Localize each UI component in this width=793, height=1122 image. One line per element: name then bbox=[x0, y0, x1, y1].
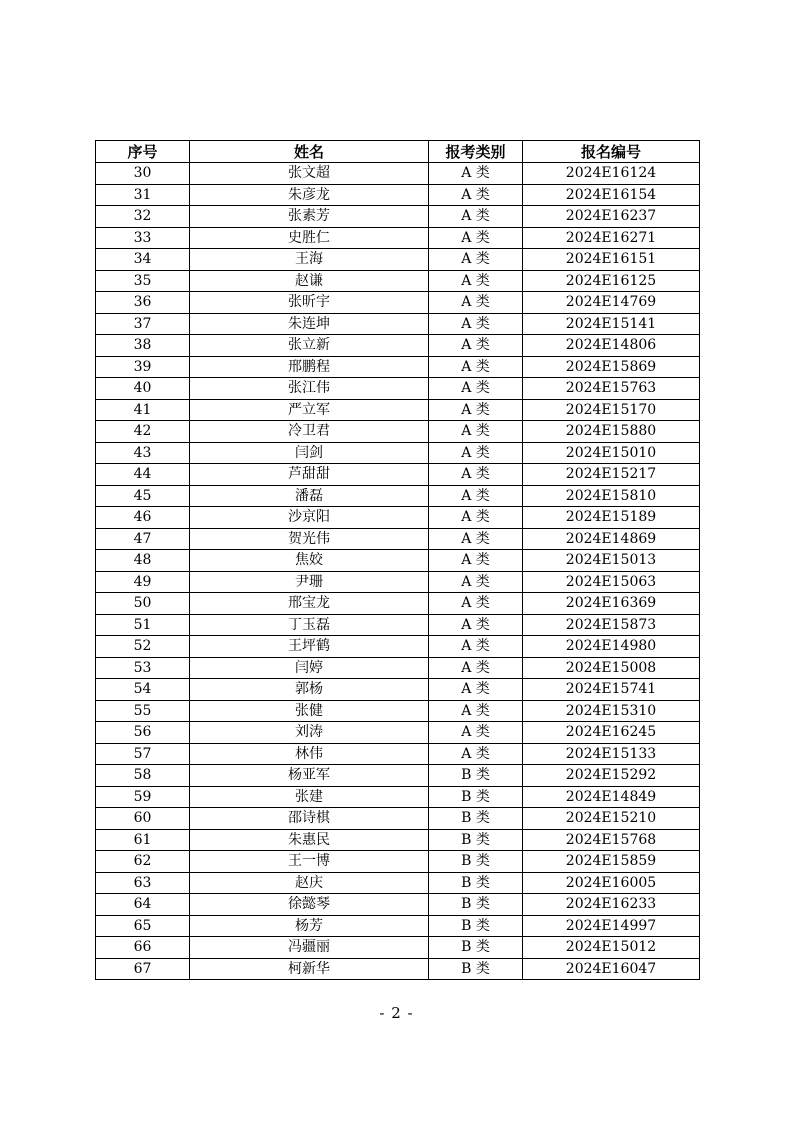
cell-registration-no: 2024E15292 bbox=[523, 765, 700, 787]
header-category: 报考类别 bbox=[429, 141, 523, 163]
cell-name: 杨芳 bbox=[190, 915, 429, 937]
table-row bbox=[96, 249, 700, 271]
cell-registration-no: 2024E16124 bbox=[523, 163, 700, 185]
cell-index: 54 bbox=[96, 679, 190, 701]
cell-name: 张文超 bbox=[190, 163, 429, 185]
cell-registration-no: 2024E15310 bbox=[523, 700, 700, 722]
cell-category: B 类 bbox=[429, 894, 523, 916]
cell-category: B 类 bbox=[429, 851, 523, 873]
cell-name: 朱惠民 bbox=[190, 829, 429, 851]
cell-category: B 类 bbox=[429, 829, 523, 851]
table-row bbox=[96, 593, 700, 615]
cell-index: 65 bbox=[96, 915, 190, 937]
table-body bbox=[96, 163, 700, 980]
cell-category: A 类 bbox=[429, 507, 523, 529]
cell-index: 61 bbox=[96, 829, 190, 851]
table-row bbox=[96, 808, 700, 830]
table-row bbox=[96, 958, 700, 980]
cell-name: 张立新 bbox=[190, 335, 429, 357]
cell-index: 38 bbox=[96, 335, 190, 357]
cell-category: A 类 bbox=[429, 378, 523, 400]
cell-category: B 类 bbox=[429, 872, 523, 894]
table-row bbox=[96, 335, 700, 357]
cell-name: 闫剑 bbox=[190, 442, 429, 464]
cell-registration-no: 2024E14849 bbox=[523, 786, 700, 808]
cell-category: A 类 bbox=[429, 421, 523, 443]
cell-category: B 类 bbox=[429, 958, 523, 980]
cell-registration-no: 2024E16154 bbox=[523, 184, 700, 206]
cell-registration-no: 2024E16245 bbox=[523, 722, 700, 744]
cell-category: A 类 bbox=[429, 528, 523, 550]
table-row bbox=[96, 786, 700, 808]
cell-registration-no: 2024E15873 bbox=[523, 614, 700, 636]
cell-registration-no: 2024E15133 bbox=[523, 743, 700, 765]
table-row bbox=[96, 292, 700, 314]
cell-name: 刘涛 bbox=[190, 722, 429, 744]
table-row bbox=[96, 270, 700, 292]
cell-name: 尹珊 bbox=[190, 571, 429, 593]
cell-registration-no: 2024E16151 bbox=[523, 249, 700, 271]
cell-registration-no: 2024E14769 bbox=[523, 292, 700, 314]
table-row bbox=[96, 765, 700, 787]
cell-index: 51 bbox=[96, 614, 190, 636]
cell-name: 柯新华 bbox=[190, 958, 429, 980]
table-row bbox=[96, 163, 700, 185]
table-row bbox=[96, 184, 700, 206]
cell-category: A 类 bbox=[429, 399, 523, 421]
cell-registration-no: 2024E16125 bbox=[523, 270, 700, 292]
table-row bbox=[96, 442, 700, 464]
cell-registration-no: 2024E15189 bbox=[523, 507, 700, 529]
cell-category: B 类 bbox=[429, 937, 523, 959]
table-row bbox=[96, 485, 700, 507]
cell-name: 王坪鹤 bbox=[190, 636, 429, 658]
cell-category: A 类 bbox=[429, 636, 523, 658]
table-row bbox=[96, 550, 700, 572]
table-row bbox=[96, 399, 700, 421]
cell-index: 49 bbox=[96, 571, 190, 593]
cell-registration-no: 2024E15763 bbox=[523, 378, 700, 400]
cell-name: 邵诗棋 bbox=[190, 808, 429, 830]
cell-registration-no: 2024E14980 bbox=[523, 636, 700, 658]
cell-category: A 类 bbox=[429, 313, 523, 335]
cell-registration-no: 2024E15010 bbox=[523, 442, 700, 464]
cell-index: 34 bbox=[96, 249, 190, 271]
cell-index: 60 bbox=[96, 808, 190, 830]
cell-index: 47 bbox=[96, 528, 190, 550]
cell-category: A 类 bbox=[429, 464, 523, 486]
cell-category: A 类 bbox=[429, 249, 523, 271]
cell-registration-no: 2024E15013 bbox=[523, 550, 700, 572]
cell-index: 46 bbox=[96, 507, 190, 529]
cell-category: A 类 bbox=[429, 485, 523, 507]
cell-name: 张素芳 bbox=[190, 206, 429, 228]
cell-index: 62 bbox=[96, 851, 190, 873]
table-row bbox=[96, 528, 700, 550]
page-number: - 2 - bbox=[379, 1004, 414, 1022]
cell-index: 45 bbox=[96, 485, 190, 507]
cell-name: 杨亚军 bbox=[190, 765, 429, 787]
cell-category: A 类 bbox=[429, 550, 523, 572]
header-registration-no: 报名编号 bbox=[523, 141, 700, 163]
cell-category: A 类 bbox=[429, 270, 523, 292]
cell-registration-no: 2024E14806 bbox=[523, 335, 700, 357]
cell-registration-no: 2024E16233 bbox=[523, 894, 700, 916]
table-row bbox=[96, 421, 700, 443]
table-row bbox=[96, 614, 700, 636]
cell-index: 52 bbox=[96, 636, 190, 658]
cell-name: 严立军 bbox=[190, 399, 429, 421]
table-row bbox=[96, 657, 700, 679]
table-row bbox=[96, 894, 700, 916]
cell-name: 焦姣 bbox=[190, 550, 429, 572]
cell-name: 丁玉磊 bbox=[190, 614, 429, 636]
cell-name: 郭杨 bbox=[190, 679, 429, 701]
table-row bbox=[96, 206, 700, 228]
cell-category: A 类 bbox=[429, 593, 523, 615]
cell-category: A 类 bbox=[429, 614, 523, 636]
table-row bbox=[96, 227, 700, 249]
cell-index: 40 bbox=[96, 378, 190, 400]
cell-name: 朱彦龙 bbox=[190, 184, 429, 206]
cell-name: 冷卫君 bbox=[190, 421, 429, 443]
cell-name: 沙京阳 bbox=[190, 507, 429, 529]
table-row bbox=[96, 743, 700, 765]
cell-index: 50 bbox=[96, 593, 190, 615]
table-row bbox=[96, 915, 700, 937]
table-row bbox=[96, 313, 700, 335]
cell-index: 66 bbox=[96, 937, 190, 959]
cell-index: 41 bbox=[96, 399, 190, 421]
cell-index: 35 bbox=[96, 270, 190, 292]
cell-index: 39 bbox=[96, 356, 190, 378]
cell-category: A 类 bbox=[429, 679, 523, 701]
cell-registration-no: 2024E14869 bbox=[523, 528, 700, 550]
cell-registration-no: 2024E15880 bbox=[523, 421, 700, 443]
cell-registration-no: 2024E15170 bbox=[523, 399, 700, 421]
table-row bbox=[96, 378, 700, 400]
cell-name: 邢宝龙 bbox=[190, 593, 429, 615]
cell-registration-no: 2024E16237 bbox=[523, 206, 700, 228]
cell-name: 张健 bbox=[190, 700, 429, 722]
cell-registration-no: 2024E15859 bbox=[523, 851, 700, 873]
cell-category: A 类 bbox=[429, 442, 523, 464]
candidate-table bbox=[95, 140, 700, 980]
cell-registration-no: 2024E15869 bbox=[523, 356, 700, 378]
cell-name: 张昕宇 bbox=[190, 292, 429, 314]
header-index: 序号 bbox=[96, 141, 190, 163]
table-row bbox=[96, 464, 700, 486]
cell-registration-no: 2024E15012 bbox=[523, 937, 700, 959]
table-row bbox=[96, 700, 700, 722]
cell-name: 张建 bbox=[190, 786, 429, 808]
cell-name: 贺光伟 bbox=[190, 528, 429, 550]
cell-registration-no: 2024E16369 bbox=[523, 593, 700, 615]
cell-registration-no: 2024E15768 bbox=[523, 829, 700, 851]
cell-index: 33 bbox=[96, 227, 190, 249]
cell-name: 潘磊 bbox=[190, 485, 429, 507]
cell-name: 张江伟 bbox=[190, 378, 429, 400]
cell-index: 56 bbox=[96, 722, 190, 744]
table-row bbox=[96, 872, 700, 894]
cell-name: 冯疆丽 bbox=[190, 937, 429, 959]
cell-category: A 类 bbox=[429, 657, 523, 679]
cell-index: 43 bbox=[96, 442, 190, 464]
cell-name: 史胜仁 bbox=[190, 227, 429, 249]
cell-category: A 类 bbox=[429, 743, 523, 765]
cell-category: A 类 bbox=[429, 700, 523, 722]
header-name: 姓名 bbox=[190, 141, 429, 163]
cell-category: B 类 bbox=[429, 808, 523, 830]
table-row bbox=[96, 829, 700, 851]
cell-category: A 类 bbox=[429, 292, 523, 314]
table-row bbox=[96, 636, 700, 658]
cell-index: 58 bbox=[96, 765, 190, 787]
cell-index: 57 bbox=[96, 743, 190, 765]
cell-name: 邢鹏程 bbox=[190, 356, 429, 378]
cell-index: 63 bbox=[96, 872, 190, 894]
cell-category: A 类 bbox=[429, 206, 523, 228]
cell-name: 闫婷 bbox=[190, 657, 429, 679]
cell-category: B 类 bbox=[429, 786, 523, 808]
cell-name: 徐懿琴 bbox=[190, 894, 429, 916]
cell-name: 王一博 bbox=[190, 851, 429, 873]
cell-category: B 类 bbox=[429, 765, 523, 787]
cell-category: A 类 bbox=[429, 722, 523, 744]
cell-name: 赵谦 bbox=[190, 270, 429, 292]
cell-index: 53 bbox=[96, 657, 190, 679]
table-row bbox=[96, 851, 700, 873]
cell-registration-no: 2024E16271 bbox=[523, 227, 700, 249]
table-row bbox=[96, 507, 700, 529]
cell-registration-no: 2024E15217 bbox=[523, 464, 700, 486]
cell-category: A 类 bbox=[429, 571, 523, 593]
table-row bbox=[96, 722, 700, 744]
table-header-row bbox=[96, 141, 700, 163]
cell-category: A 类 bbox=[429, 227, 523, 249]
cell-index: 44 bbox=[96, 464, 190, 486]
cell-registration-no: 2024E16005 bbox=[523, 872, 700, 894]
cell-index: 67 bbox=[96, 958, 190, 980]
cell-registration-no: 2024E15810 bbox=[523, 485, 700, 507]
table-row bbox=[96, 937, 700, 959]
cell-index: 42 bbox=[96, 421, 190, 443]
cell-index: 37 bbox=[96, 313, 190, 335]
cell-category: A 类 bbox=[429, 335, 523, 357]
cell-name: 赵庆 bbox=[190, 872, 429, 894]
cell-index: 55 bbox=[96, 700, 190, 722]
cell-name: 芦甜甜 bbox=[190, 464, 429, 486]
table-row bbox=[96, 571, 700, 593]
cell-index: 31 bbox=[96, 184, 190, 206]
cell-index: 32 bbox=[96, 206, 190, 228]
cell-registration-no: 2024E15063 bbox=[523, 571, 700, 593]
cell-registration-no: 2024E14997 bbox=[523, 915, 700, 937]
cell-index: 30 bbox=[96, 163, 190, 185]
cell-name: 朱连坤 bbox=[190, 313, 429, 335]
cell-index: 64 bbox=[96, 894, 190, 916]
cell-registration-no: 2024E15741 bbox=[523, 679, 700, 701]
cell-registration-no: 2024E15141 bbox=[523, 313, 700, 335]
cell-index: 48 bbox=[96, 550, 190, 572]
cell-index: 36 bbox=[96, 292, 190, 314]
cell-registration-no: 2024E15008 bbox=[523, 657, 700, 679]
table-row bbox=[96, 356, 700, 378]
cell-name: 王海 bbox=[190, 249, 429, 271]
cell-category: A 类 bbox=[429, 163, 523, 185]
cell-registration-no: 2024E16047 bbox=[523, 958, 700, 980]
cell-name: 林伟 bbox=[190, 743, 429, 765]
cell-index: 59 bbox=[96, 786, 190, 808]
cell-category: A 类 bbox=[429, 184, 523, 206]
table-row bbox=[96, 679, 700, 701]
cell-category: B 类 bbox=[429, 915, 523, 937]
cell-registration-no: 2024E15210 bbox=[523, 808, 700, 830]
cell-category: A 类 bbox=[429, 356, 523, 378]
